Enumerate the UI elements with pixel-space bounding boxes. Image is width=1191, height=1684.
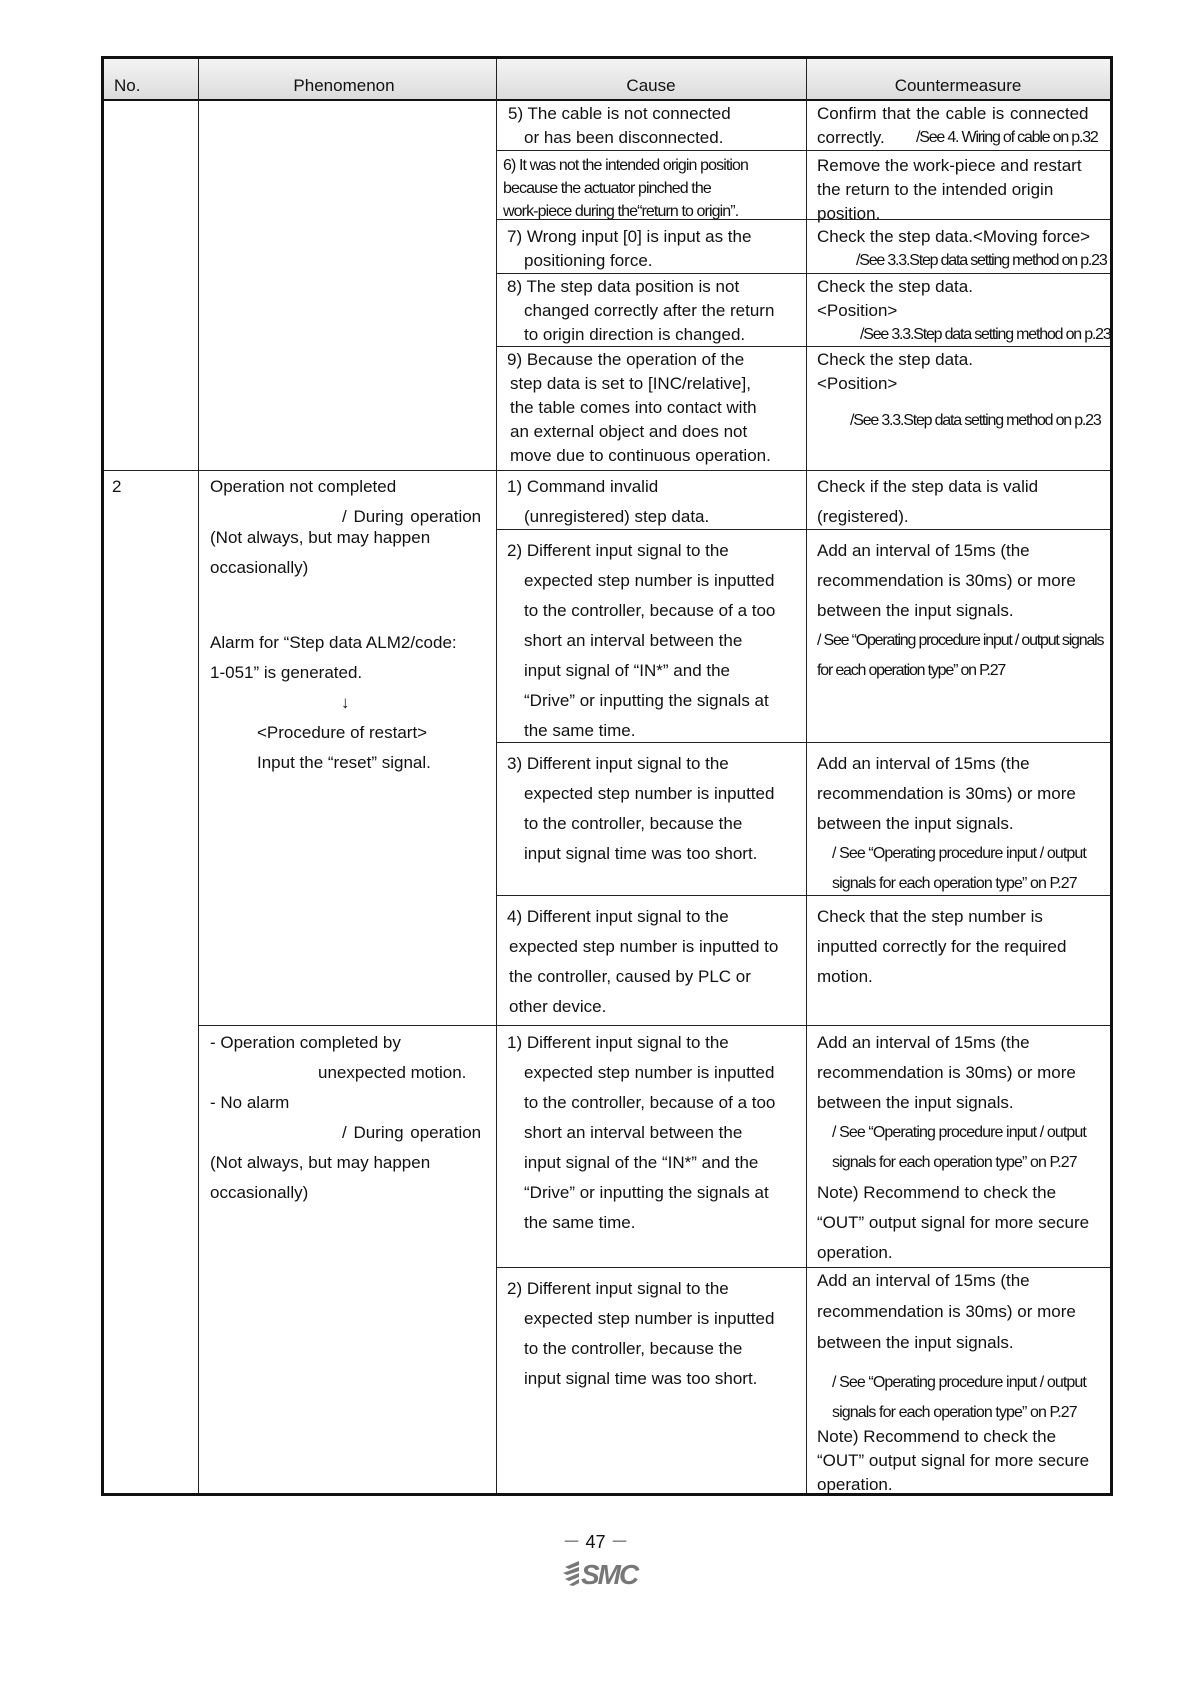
counter-b1-line3: between the input signals.	[817, 1093, 1014, 1112]
counter-9-ref: /See 3.3.Step data setting method on p.23	[850, 412, 1101, 429]
header-countermeasure: Countermeasure	[894, 76, 1022, 95]
table-header	[104, 59, 1110, 101]
cause-8-line2: changed correctly after the return	[524, 301, 775, 320]
counter-b1-line1: Add an interval of 15ms (the	[817, 1033, 1030, 1052]
counter-a2-line2: recommendation is 30ms) or more	[817, 571, 1076, 590]
phenomenon-a-line4: occasionally)	[210, 558, 309, 577]
phenomenon-a-line8: <Procedure of restart>	[257, 723, 428, 742]
cause-5-line2: or has been disconnected.	[524, 128, 724, 147]
phenomenon-a-line6: 1-051” is generated.	[210, 663, 363, 682]
phenomenon-a-line1: Operation not completed	[210, 477, 397, 496]
row-divider	[198, 1025, 1110, 1026]
row-number: 2	[112, 477, 122, 496]
cause-5-line1: 5) The cable is not connected	[508, 104, 731, 123]
cause-b2-line1: 2) Different input signal to the	[507, 1279, 729, 1298]
counter-5-line1: Confirm that the cable is connected	[817, 104, 1089, 123]
cause-7-line2: positioning force.	[524, 251, 653, 270]
phenomenon-b-line6: occasionally)	[210, 1183, 309, 1202]
counter-a1-line1: Check if the step data is valid	[817, 477, 1039, 496]
counter-b1-ref2: signals for each operation type” on P.27	[832, 1154, 1077, 1171]
counter-b2-ref1: / See “Operating procedure input / output	[832, 1374, 1086, 1391]
counter-b2-note2: “OUT” output signal for more secure	[817, 1451, 1090, 1470]
cause-a4-line3: the controller, caused by PLC or	[509, 967, 751, 986]
cause-a4-line4: other device.	[509, 997, 607, 1016]
counter-8-line2: <Position>	[817, 301, 898, 320]
counter-a3-ref2: signals for each operation type” on P.27	[832, 875, 1077, 892]
cause-b2-line2: expected step number is inputted	[524, 1309, 775, 1328]
cause-a2-line3: to the controller, because of a too	[524, 601, 776, 620]
counter-a4-line3: motion.	[817, 967, 873, 986]
header-cause: Cause	[626, 76, 676, 95]
row-divider	[496, 150, 1110, 151]
counter-b2-ref2: signals for each operation type” on P.27	[832, 1404, 1077, 1421]
header-phenomenon: Phenomenon	[293, 76, 395, 95]
counter-b2-line2: recommendation is 30ms) or more	[817, 1302, 1076, 1321]
counter-8-ref: /See 3.3.Step data setting method on p.23	[860, 326, 1111, 343]
counter-5-line2: correctly.	[817, 128, 885, 147]
cause-a3-line3: to the controller, because the	[524, 814, 743, 833]
counter-b2-line1: Add an interval of 15ms (the	[817, 1271, 1030, 1290]
counter-a2-ref2: for each operation type” on P.27	[817, 662, 1006, 679]
cause-b1-line5: input signal of the “IN*” and the	[524, 1153, 759, 1172]
counter-b2-note1: Note) Recommend to check the	[817, 1427, 1057, 1446]
cause-8-line1: 8) The step data position is not	[507, 277, 740, 296]
counter-a3-line1: Add an interval of 15ms (the	[817, 754, 1030, 773]
cause-a2-line1: 2) Different input signal to the	[507, 541, 729, 560]
counter-9-line1: Check the step data.	[817, 350, 973, 369]
cause-b1-line1: 1) Different input signal to the	[507, 1033, 729, 1052]
counter-7-line1: Check the step data.<Moving force>	[817, 227, 1091, 246]
cause-a2-line5: input signal of “IN*” and the	[524, 661, 731, 680]
counter-b2-line3: between the input signals.	[817, 1333, 1014, 1352]
column-divider	[198, 59, 199, 1493]
cause-a4-line1: 4) Different input signal to the	[507, 907, 729, 926]
counter-b2-note3: operation.	[817, 1475, 893, 1494]
counter-a2-line3: between the input signals.	[817, 601, 1014, 620]
counter-a3-line2: recommendation is 30ms) or more	[817, 784, 1076, 803]
counter-b1-note1: Note) Recommend to check the	[817, 1183, 1057, 1202]
column-divider	[496, 59, 497, 1493]
cause-b1-line2: expected step number is inputted	[524, 1063, 775, 1082]
smc-logo-text: SMC	[581, 1559, 638, 1589]
cause-9-line1: 9) Because the operation of the	[507, 350, 745, 369]
counter-9-line2: <Position>	[817, 374, 898, 393]
cause-9-line5: move due to continuous operation.	[510, 446, 771, 465]
counter-a4-line2: inputted correctly for the required	[817, 937, 1067, 956]
cause-7-line1: 7) Wrong input [0] is input as the	[507, 227, 752, 246]
cause-9-line4: an external object and does not	[510, 422, 748, 441]
phenomenon-a-line5: Alarm for “Step data ALM2/code:	[210, 633, 457, 652]
row-divider	[496, 529, 1110, 530]
counter-a3-line3: between the input signals.	[817, 814, 1014, 833]
counter-a3-ref1: / See “Operating procedure input / output	[832, 845, 1086, 862]
cause-6-line2: because the actuator pinched the	[503, 180, 711, 197]
arrow-down-icon: ↓	[341, 693, 350, 712]
phenomenon-a-line9: Input the “reset” signal.	[257, 753, 431, 772]
column-divider	[806, 59, 807, 1493]
cause-a1-line1: 1) Command invalid	[507, 477, 659, 496]
cause-b1-line3: to the controller, because of a too	[524, 1093, 776, 1112]
row-divider	[496, 1267, 1110, 1268]
phenomenon-a-line3: (Not always, but may happen	[210, 528, 431, 547]
cause-a3-line1: 3) Different input signal to the	[507, 754, 729, 773]
cause-a2-line4: short an interval between the	[524, 631, 743, 650]
phenomenon-a-line2: / During operation	[342, 507, 482, 526]
counter-a2-line1: Add an interval of 15ms (the	[817, 541, 1030, 560]
counter-b1-line2: recommendation is 30ms) or more	[817, 1063, 1076, 1082]
cause-b2-line4: input signal time was too short.	[524, 1369, 758, 1388]
phenomenon-b-line5: (Not always, but may happen	[210, 1153, 431, 1172]
troubleshooting-table	[101, 56, 1113, 1496]
row-divider	[104, 470, 1110, 471]
cause-a3-line4: input signal time was too short.	[524, 844, 758, 863]
cause-a3-line2: expected step number is inputted	[524, 784, 775, 803]
counter-6-line1: Remove the work-piece and restart	[817, 156, 1082, 175]
cause-b2-line3: to the controller, because the	[524, 1339, 743, 1358]
cause-b1-line7: the same time.	[524, 1213, 636, 1232]
page-number: － 47 －	[562, 1532, 629, 1552]
phenomenon-b-line2: unexpected motion.	[318, 1063, 467, 1082]
cause-a4-line2: expected step number is inputted to	[509, 937, 779, 956]
smc-logo	[563, 1557, 657, 1589]
counter-5-ref: /See 4. Wiring of cable on p.32	[916, 129, 1098, 146]
counter-a2-ref1: / See “Operating procedure input / output signals	[817, 632, 1104, 649]
cause-a2-line7: the same time.	[524, 721, 636, 740]
cause-6-line3: work-piece during the“return to origin”.	[503, 203, 739, 220]
counter-a4-line1: Check that the step number is	[817, 907, 1043, 926]
cause-9-line3: the table comes into contact with	[510, 398, 757, 417]
cause-a2-line6: “Drive” or inputting the signals at	[524, 691, 769, 710]
cause-6-line1: 6) It was not the intended origin position	[503, 157, 749, 174]
counter-8-line1: Check the step data.	[817, 277, 973, 296]
phenomenon-b-line4: / During operation	[342, 1123, 482, 1142]
cause-a2-line2: expected step number is inputted	[524, 571, 775, 590]
cause-9-line2: step data is set to [INC/relative],	[510, 374, 751, 393]
counter-6-line2: the return to the intended origin	[817, 180, 1054, 199]
counter-7-ref: /See 3.3.Step data setting method on p.23	[856, 252, 1107, 269]
cause-b1-line4: short an interval between the	[524, 1123, 743, 1142]
counter-a1-line2: (registered).	[817, 507, 909, 526]
cause-8-line3: to origin direction is changed.	[524, 325, 746, 344]
cause-b1-line6: “Drive” or inputting the signals at	[524, 1183, 769, 1202]
phenomenon-b-line3: - No alarm	[210, 1093, 290, 1112]
row-divider	[496, 273, 1110, 274]
counter-6-line3: position.	[817, 204, 881, 223]
counter-b1-ref1: / See “Operating procedure input / output	[832, 1124, 1086, 1141]
counter-b1-note3: operation.	[817, 1243, 893, 1262]
cause-a1-line2: (unregistered) step data.	[524, 507, 710, 526]
header-no: No.	[114, 76, 141, 95]
counter-b1-note2: “OUT” output signal for more secure	[817, 1213, 1090, 1232]
phenomenon-b-line1: - Operation completed by	[210, 1033, 401, 1052]
